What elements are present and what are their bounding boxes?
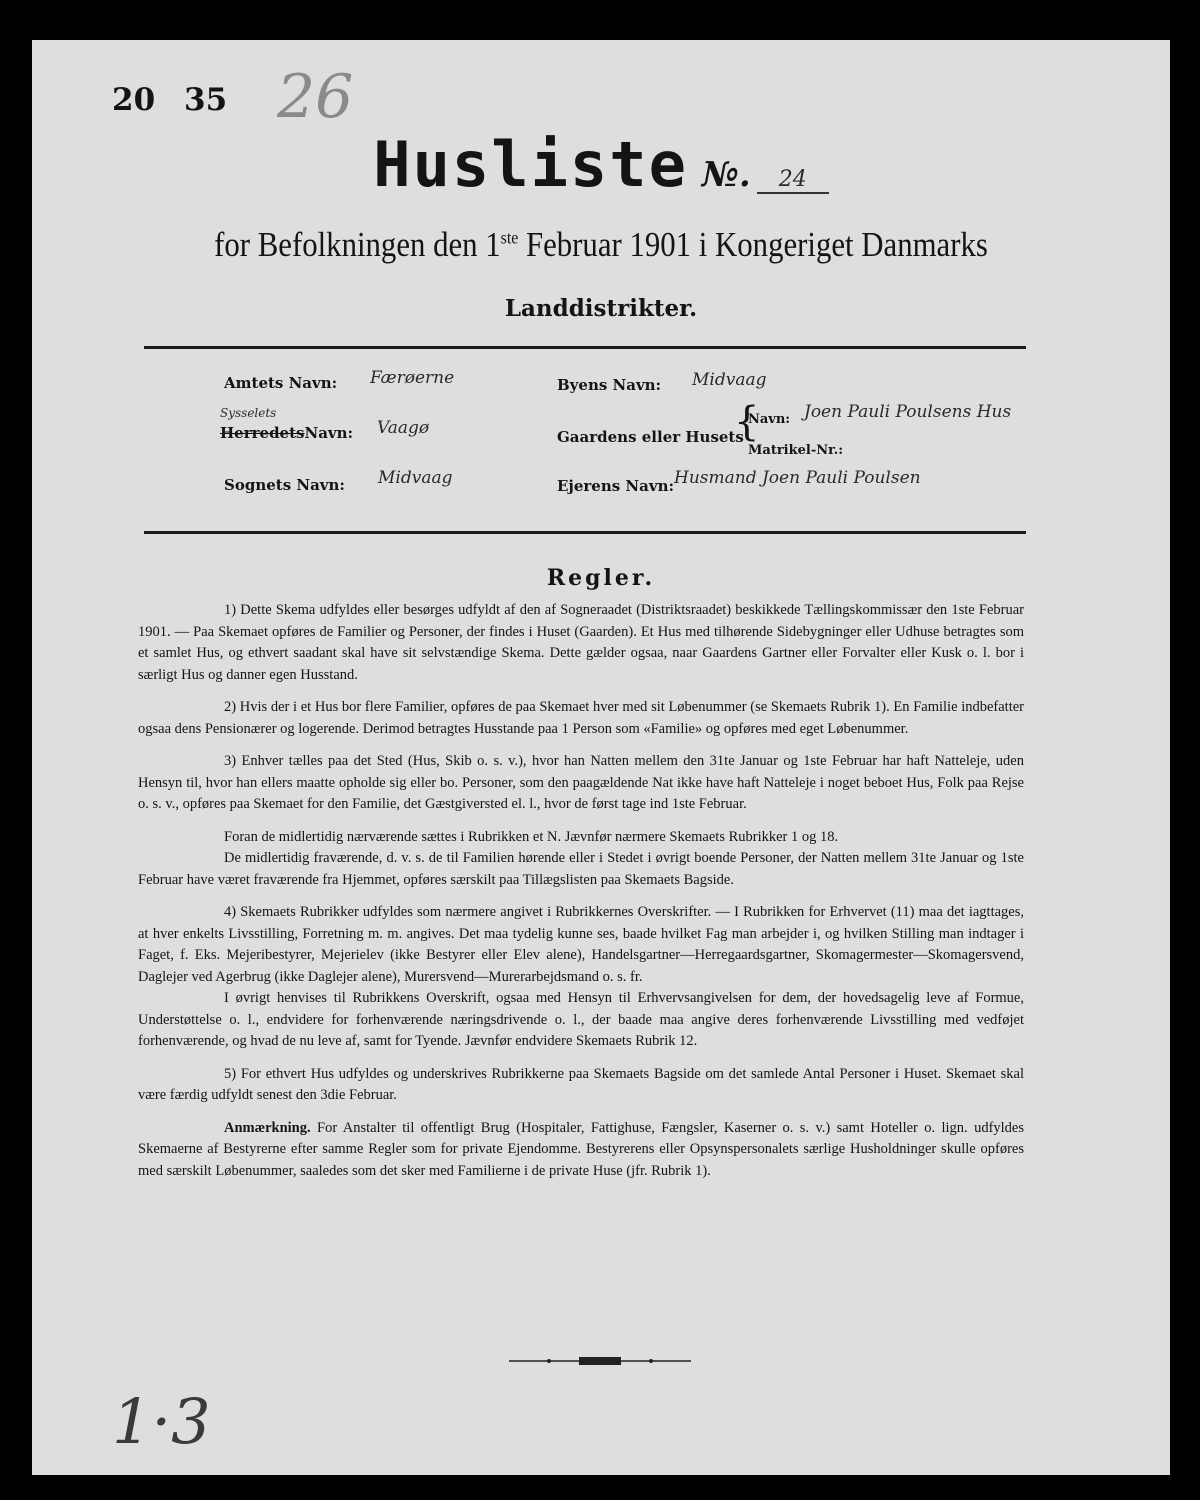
herred-value: Vaagø: [377, 418, 430, 438]
rule-paragraph: Foran de midlertidig nærværende sættes i Rubrikken et N. Jævnfør nærmere Skemaets Rubrikker 1 og 18.: [224, 828, 839, 845]
rule-paragraph: 1) Dette Skema udfyldes eller besørges udfyldt af den af Sogneraadet (Distriktsraadet) beskikkede Tællingskommissær den 1ste Februar 1901. — Paa Skemaet opføres de Familier og Personer, der findes i Huset (Gaarden). Et Hus med tilhørende Sidebygninger eller Udhuse betragtes som et samlet Hus, og ethvert saadant skal have sit selvstændige Skema. Dette gælder ogsaa, naar Gaardens Gartner eller Forvalter eller Kusk o. l. bor i særligt Hus og danner egen Husstand.: [138, 602, 1024, 683]
stamp-number-mid: 35: [184, 82, 228, 118]
rule-paragraph: 3) Enhver tælles paa det Sted (Hus, Skib o. s. v.), hvor han Natten mellem den 31te Januar og 1ste Februar har haft Natteleje, uden Hensyn til, hvor han ellers maatte opholde sig eller bo. Personer, som den paagældende Nat ikke have haft Natteleje i noget beboet Hus, Folk paa Rejse o. s. v., opføres paa Skemaet for den Familie, det Gæstgiversted el. l., hvor de først tage ind 1ste Februar.: [138, 753, 1024, 812]
by-value: Midvaag: [692, 370, 767, 390]
census-form-sheet: [32, 40, 1170, 1475]
ornament-icon: [509, 1355, 691, 1367]
rules-body: [138, 600, 1024, 1193]
rule-paragraph: De midlertidig fraværende, d. v. s. de til Familien hørende eller i Stedet i øvrigt boende Personer, der Natten mellem 31te Januar og 1ste Februar have været fraværende fra Hjemmet, opføres særskilt paa Tillægslisten paa Skemaets Bagside.: [138, 850, 1024, 888]
navn-label: Navn:: [748, 412, 791, 427]
stamp-number-left: 20: [112, 82, 156, 118]
house-list-number: 24: [757, 167, 829, 194]
note-text: For Anstalter til offentligt Brug (Hospitaler, Fattighuse, Fængsler, Kaserner o. s. v.) samt Hoteller o. lign. udfyldes Skemaerne af Bestyrerne efter samme Regler som for private Ejendomme. Bestyrerens eller Opsynspersonalets særlige Husholdninger skulle opføres med særskilt Løbenummer, saaledes som det sker med Familierne i de private Huse (jfr. Rubrik 1).: [138, 1119, 1024, 1179]
navn-value: Joen Pauli Poulsens Hus: [804, 402, 1012, 422]
ejer-value: Husmand Joen Pauli Poulsen: [674, 468, 921, 488]
handwritten-sheet-number: 26: [277, 62, 354, 132]
subtitle-sup: ste: [500, 227, 519, 248]
footer-handwritten-note: 1·3: [112, 1385, 211, 1458]
herred-struck: Herredets: [220, 424, 305, 442]
form-subtitle-district: Landdistrikter.: [504, 295, 698, 322]
rule-paragraph: 5) For ethvert Hus udfyldes og underskrives Rubrikkerne paa Skemaets Bagside om det samlede Antal Personer i Huset. Skemaet skal være færdig udfyldt senest den 3die Februar.: [138, 1065, 1024, 1103]
sogn-label: Sognets Navn:: [224, 476, 345, 494]
ejer-label: Ejerens Navn:: [557, 477, 675, 495]
herred-label: Navn:: [304, 424, 354, 442]
by-label: Byens Navn:: [557, 376, 662, 394]
rules-heading: Regler.: [546, 565, 656, 591]
amt-label: Amtets Navn:: [224, 374, 338, 392]
form-title: [32, 128, 1170, 201]
herred-overwrite: Sysselets: [220, 406, 277, 420]
matrikel-label: Matrikel-Nr.:: [748, 443, 844, 458]
herred-label-row: [220, 424, 353, 442]
number-label: №.: [701, 155, 751, 195]
gaard-label: Gaardens eller Husets: [557, 428, 744, 446]
divider-bottom: [144, 531, 1026, 534]
rule-paragraph: 4) Skemaets Rubrikker udfyldes som nærmere angivet i Rubrikkernes Overskrifter. — I Rubrikken for Erhvervet (11) maa det iagttages, at hver enkelts Livsstilling, Forretning m. m. angives. Det maa tydelig kunne ses, baade hvilket Fag man arbejder i, og hvilken Stilling man indtager i Faget, f. Eks. Mejeribestyrer, Mejerielev (ikke Bestyrer eller Elev alene), Handelsgartner—Herregaardsgartner, Skomagermester—Skomagersvend, Daglejer ved Agerbrug (ikke Daglejer alene), Murersvend—Murerarbejdsmand o. s. fr.: [138, 904, 1024, 985]
subtitle-post: Februar 1901 i Kongeriget Danmarks: [518, 225, 988, 264]
form-subtitle: [100, 225, 1101, 265]
divider-top: [144, 346, 1026, 349]
title-text: Husliste: [373, 128, 688, 201]
brace: {: [734, 399, 760, 445]
note-paragraph: [138, 1118, 1024, 1183]
note-label: Anmærkning.: [224, 1119, 311, 1136]
rule-paragraph: I øvrigt henvises til Rubrikkens Overskrift, ogsaa med Hensyn til Erhvervsangivelsen for dem, der hovedsagelig leve af Formue, Understøttelse o. l., endvidere for forhenværende næringsdrivende o. l., der baade maa angive deres forhenværende Livsstilling med vedføjet forhenværende, og hvad de nu leve af, samt for Tyende. Jævnfør endvidere Skemaets Rubrik 12.: [138, 990, 1024, 1049]
rule-paragraph: 2) Hvis der i et Hus bor flere Familier, opføres de paa Skemaet hver med sit Løbenummer (se Skemaets Rubrik 1). En Familie indbefatter ogsaa dens Pensionærer og logerende. Derimod betragtes Husstande paa 1 Person som «Familie» og opføres med eget Løbenummer.: [138, 699, 1024, 737]
subtitle-pre: for Befolkningen den 1: [214, 225, 501, 264]
amt-value: Færøerne: [370, 368, 455, 388]
sogn-value: Midvaag: [378, 468, 453, 488]
ornament: [509, 1352, 691, 1364]
